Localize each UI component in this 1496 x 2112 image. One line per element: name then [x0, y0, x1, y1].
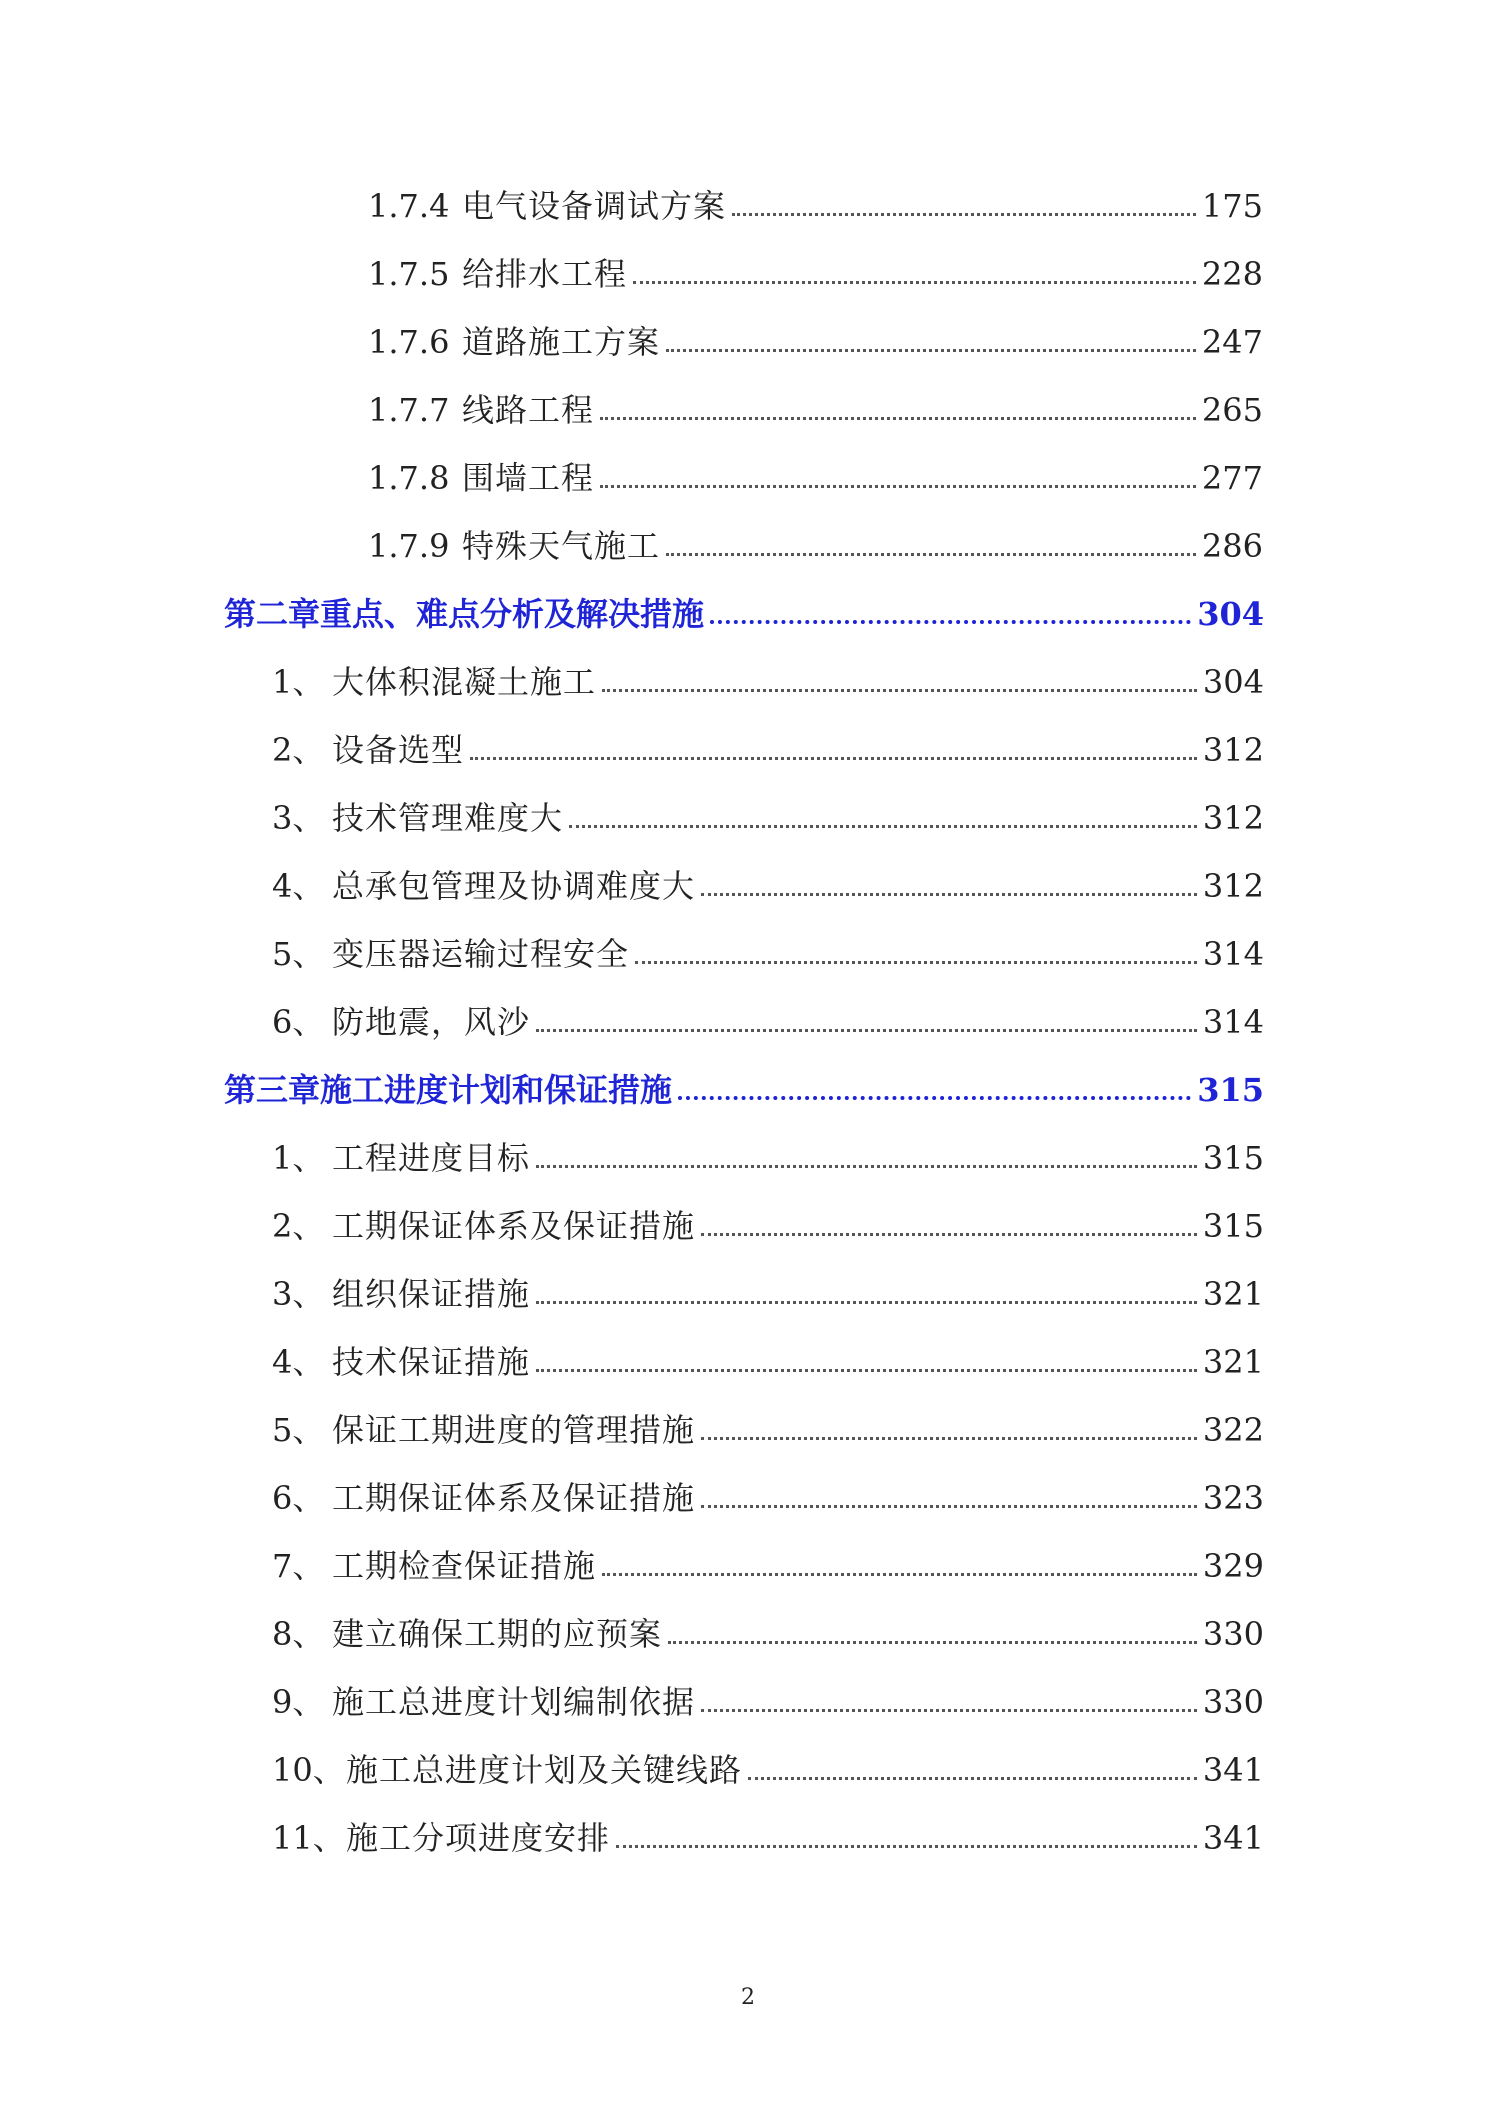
toc-entry-title: 大体积混凝土施工	[332, 663, 597, 701]
dot-leader	[701, 1709, 1197, 1712]
toc-entry-title: 工期保证体系及保证措施	[332, 1207, 696, 1245]
toc-entry-title: 施工总进度计划编制依据	[332, 1683, 696, 1721]
toc-entry-2-6[interactable]	[272, 1000, 1264, 1044]
toc-entry-page: 315	[1202, 1207, 1264, 1245]
toc-entry-page: 341	[1202, 1751, 1264, 1789]
toc-entry-3-9[interactable]	[272, 1680, 1264, 1724]
toc-entry-title: 工程进度目标	[332, 1139, 531, 1177]
toc-entry-1-7-6[interactable]	[368, 320, 1263, 364]
page-number: 2	[741, 1985, 755, 2010]
toc-entry-title: 施工分项进度安排	[346, 1819, 611, 1857]
toc-entry-title: 防地震，风沙	[332, 1003, 531, 1041]
toc-entry-title: 总承包管理及协调难度大	[332, 867, 696, 905]
toc-entry-page: 330	[1202, 1683, 1264, 1721]
toc-entry-page: 247	[1201, 323, 1263, 361]
toc-entry-page: 323	[1202, 1479, 1264, 1517]
dot-leader	[602, 689, 1197, 692]
toc-entry-title: 技术管理难度大	[332, 799, 564, 837]
toc-entry-page: 228	[1201, 255, 1263, 293]
toc-entry-1-7-9[interactable]	[368, 524, 1263, 568]
toc-chapter-page: 315	[1197, 1071, 1264, 1109]
toc-entry-3-5[interactable]	[272, 1408, 1264, 1452]
toc-entry-page: 312	[1202, 731, 1264, 769]
toc-entry-title: 组织保证措施	[332, 1275, 531, 1313]
toc-entry-number: 4、	[272, 867, 325, 905]
dot-leader	[666, 553, 1196, 556]
toc-entry-number: 8、	[272, 1615, 325, 1653]
toc-entry-1-7-4[interactable]	[368, 184, 1263, 228]
toc-entry-title: 给排水工程	[462, 255, 628, 293]
toc-entry-page: 277	[1201, 459, 1263, 497]
toc-entry-page: 314	[1202, 1003, 1264, 1041]
toc-entry-page: 286	[1201, 527, 1263, 565]
dot-leader	[536, 1165, 1197, 1168]
toc-entry-page: 329	[1202, 1547, 1264, 1585]
dot-leader	[701, 1233, 1197, 1236]
toc-entry-number: 1.7.9	[368, 527, 450, 565]
dot-leader	[536, 1029, 1197, 1032]
toc-entry-3-10[interactable]	[272, 1748, 1264, 1792]
toc-entry-2-4[interactable]	[272, 864, 1264, 908]
toc-entry-number: 11、	[272, 1819, 345, 1857]
toc-entry-page: 175	[1201, 187, 1263, 225]
toc-entry-number: 1、	[272, 1139, 325, 1177]
toc-entry-3-8[interactable]	[272, 1612, 1264, 1656]
dot-leader	[633, 281, 1196, 284]
dot-leader	[666, 349, 1196, 352]
toc-entry-number: 1.7.6	[368, 323, 450, 361]
toc-entry-3-2[interactable]	[272, 1204, 1264, 1248]
toc-entry-number: 2、	[272, 1207, 325, 1245]
toc-entry-number: 5、	[272, 1411, 325, 1449]
toc-entry-page: 315	[1202, 1139, 1264, 1177]
toc-entry-1-7-8[interactable]	[368, 456, 1263, 500]
toc-entry-page: 341	[1202, 1819, 1264, 1857]
toc-entry-title: 特殊天气施工	[462, 527, 661, 565]
dot-leader	[678, 1096, 1191, 1100]
toc-entry-3-6[interactable]	[272, 1476, 1264, 1520]
dot-leader	[569, 825, 1197, 828]
toc-entry-number: 1.7.4	[368, 187, 450, 225]
toc-entry-title: 道路施工方案	[462, 323, 661, 361]
toc-entry-page: 265	[1201, 391, 1263, 429]
toc-entry-title: 工期检查保证措施	[332, 1547, 597, 1585]
dot-leader	[635, 961, 1197, 964]
dot-leader	[701, 1437, 1197, 1440]
dot-leader	[748, 1777, 1197, 1780]
toc-entry-page: 321	[1202, 1275, 1264, 1313]
toc-entry-3-4[interactable]	[272, 1340, 1264, 1384]
toc-entry-number: 2、	[272, 731, 325, 769]
dot-leader	[616, 1845, 1197, 1848]
dot-leader	[600, 417, 1196, 420]
toc-entry-title: 围墙工程	[462, 459, 595, 497]
toc-entry-title: 保证工期进度的管理措施	[332, 1411, 696, 1449]
dot-leader	[470, 757, 1197, 760]
toc-entry-number: 3、	[272, 1275, 325, 1313]
toc-entry-page: 312	[1202, 867, 1264, 905]
toc-entry-number: 6、	[272, 1479, 325, 1517]
dot-leader	[602, 1573, 1197, 1576]
toc-entry-3-11[interactable]	[272, 1816, 1264, 1860]
toc-entry-number: 10、	[272, 1751, 345, 1789]
toc-entry-title: 施工总进度计划及关键线路	[346, 1751, 743, 1789]
toc-entry-title: 电气设备调试方案	[462, 187, 727, 225]
toc-entry-3-1[interactable]	[272, 1136, 1264, 1180]
toc-entry-3-7[interactable]	[272, 1544, 1264, 1588]
dot-leader	[701, 893, 1197, 896]
toc-entry-page: 314	[1202, 935, 1264, 973]
toc-entry-page: 321	[1202, 1343, 1264, 1381]
toc-chapter-title: 第二章重点、难点分析及解决措施	[224, 595, 705, 633]
toc-entry-2-3[interactable]	[272, 796, 1264, 840]
toc-entry-number: 1.7.8	[368, 459, 450, 497]
toc-entry-page: 312	[1202, 799, 1264, 837]
dot-leader	[668, 1641, 1197, 1644]
toc-chapter-title: 第三章施工进度计划和保证措施	[224, 1071, 673, 1109]
toc-entry-number: 5、	[272, 935, 325, 973]
toc-entry-number: 9、	[272, 1683, 325, 1721]
toc-entry-number: 1、	[272, 663, 325, 701]
dot-leader	[536, 1369, 1197, 1372]
toc-entry-page: 322	[1202, 1411, 1264, 1449]
toc-entry-2-1[interactable]	[272, 660, 1264, 704]
toc-entry-number: 6、	[272, 1003, 325, 1041]
toc-entry-number: 1.7.5	[368, 255, 450, 293]
toc-entry-number: 7、	[272, 1547, 325, 1585]
toc-chapter-2-heading[interactable]	[224, 592, 1264, 636]
toc-entry-1-7-5[interactable]	[368, 252, 1263, 296]
dot-leader	[701, 1505, 1197, 1508]
toc-entry-title: 线路工程	[462, 391, 595, 429]
toc-entry-number: 4、	[272, 1343, 325, 1381]
dot-leader	[536, 1301, 1197, 1304]
toc-entry-3-3[interactable]	[272, 1272, 1264, 1316]
dot-leader	[600, 485, 1196, 488]
toc-entry-2-2[interactable]	[272, 728, 1264, 772]
toc-entry-title: 设备选型	[332, 731, 465, 769]
toc-entry-number: 1.7.7	[368, 391, 450, 429]
toc-chapter-page: 304	[1197, 595, 1264, 633]
toc-entry-number: 3、	[272, 799, 325, 837]
toc-entry-title: 技术保证措施	[332, 1343, 531, 1381]
dot-leader	[732, 213, 1196, 216]
toc-entry-2-5[interactable]	[272, 932, 1264, 976]
toc-chapter-3-heading[interactable]	[224, 1068, 1264, 1112]
toc-entry-title: 工期保证体系及保证措施	[332, 1479, 696, 1517]
toc-entry-page: 330	[1202, 1615, 1264, 1653]
toc-entry-title: 建立确保工期的应预案	[332, 1615, 663, 1653]
toc-entry-title: 变压器运输过程安全	[332, 935, 630, 973]
dot-leader	[710, 620, 1191, 624]
toc-entry-1-7-7[interactable]	[368, 388, 1263, 432]
toc-entry-page: 304	[1202, 663, 1264, 701]
